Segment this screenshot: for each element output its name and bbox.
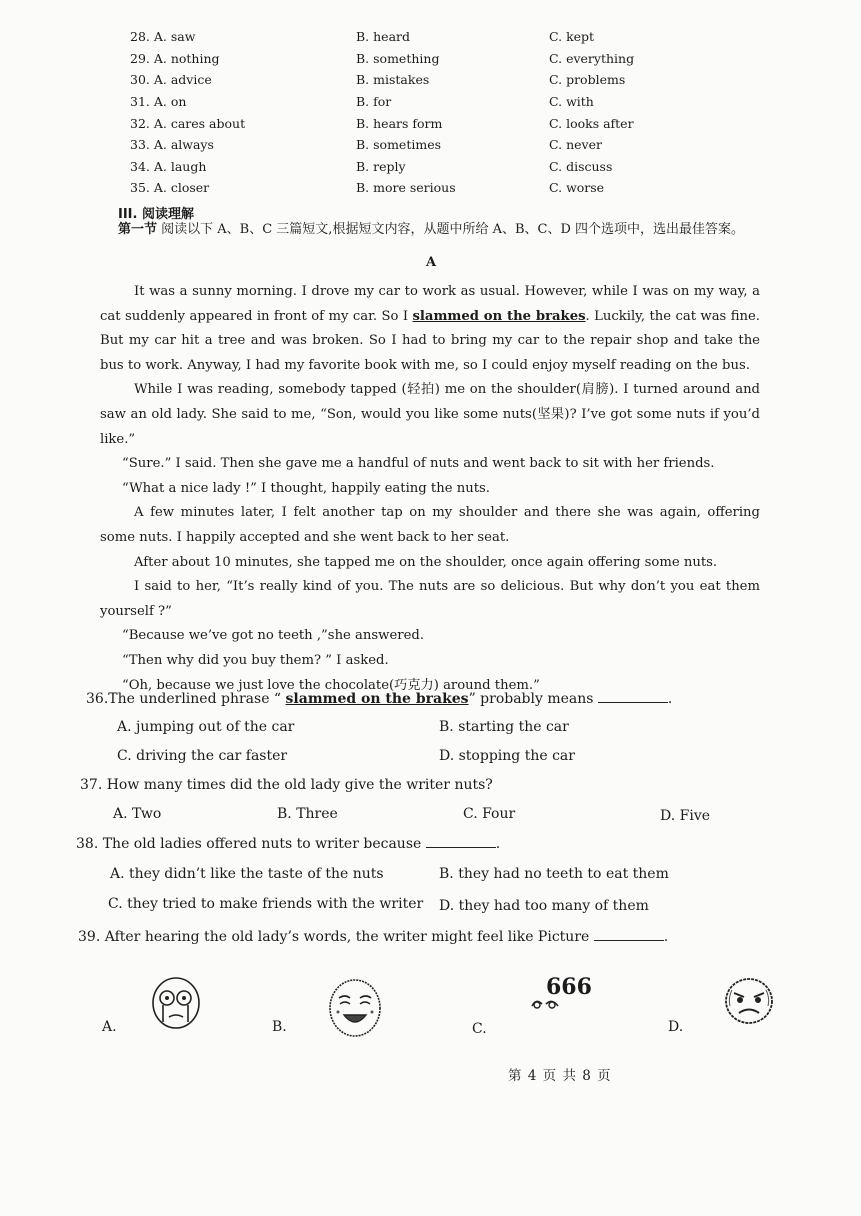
q36-option-b[interactable]: B. starting the car (439, 719, 569, 735)
option-c[interactable]: C. looks after (549, 115, 634, 131)
crying-face-icon[interactable] (148, 975, 204, 1031)
option-b[interactable]: B. mistakes (356, 72, 430, 88)
question-36: 36.The underlined phrase “ slammed on the brakes” probably means . (86, 691, 673, 707)
paragraph-6: After about 10 minutes, she tapped me on the shoulder, once again offering some nuts. (134, 554, 718, 570)
option-row (130, 112, 790, 134)
thumbs-icon (530, 996, 560, 1010)
paragraph-7: I said to her, “It’s really kind of you. The nuts are so delicious. But why don’t you eat them yourself ?” (100, 579, 760, 619)
question-38: 38. The old ladies offered nuts to writer because . (76, 836, 501, 852)
picture-label-b[interactable]: B. (272, 1019, 287, 1035)
q37-option-a[interactable]: A. Two (113, 806, 162, 822)
options-table (130, 26, 790, 199)
passage-a (100, 280, 760, 698)
passage-letter: A (426, 255, 437, 270)
option-a[interactable]: 34. A. laugh (130, 158, 207, 174)
q36-option-c[interactable]: C. driving the car faster (117, 748, 288, 764)
paragraph-4: “What a nice lady !” I thought, happily eating the nuts. (122, 480, 490, 496)
picture-c-text[interactable]: 666 (546, 974, 592, 1000)
option-row (130, 134, 790, 156)
answer-blank[interactable] (598, 690, 668, 703)
q37-option-c[interactable]: C. Four (463, 806, 516, 822)
option-c[interactable]: C. kept (549, 29, 595, 45)
option-b[interactable]: B. more serious (356, 180, 456, 196)
option-b[interactable]: B. sometimes (356, 137, 442, 153)
q38-option-d[interactable]: D. they had too many of them (439, 898, 649, 914)
option-a[interactable]: 32. A. cares about (130, 115, 246, 131)
section-title: III. 阅读理解 (118, 207, 194, 222)
option-c[interactable]: C. problems (549, 72, 626, 88)
answer-blank[interactable] (426, 835, 496, 848)
option-a[interactable]: 29. A. nothing (130, 50, 220, 66)
q36-option-d[interactable]: D. stopping the car (439, 748, 575, 764)
option-row (130, 177, 790, 199)
option-a[interactable]: 33. A. always (130, 137, 214, 153)
option-c[interactable]: C. discuss (549, 158, 613, 174)
option-c[interactable]: C. never (549, 137, 602, 153)
question-37: 37. How many times did the old lady give the writer nuts? (80, 777, 493, 793)
instruction-text: 阅读以下 A、B、C 三篇短文,根据短文内容，从题中所给 A、B、C、D 四个选项中，选出最佳答案。 (161, 222, 745, 237)
paragraph-3: “Sure.” I said. Then she gave me a handful of nuts and went back to sit with her friends. (122, 456, 715, 472)
option-a[interactable]: 35. A. closer (130, 180, 210, 196)
answer-blank[interactable] (594, 928, 664, 941)
question-39: 39. After hearing the old lady’s words, the writer might feel like Picture . (78, 929, 669, 945)
option-b[interactable]: B. hears form (356, 115, 443, 131)
q37-option-d[interactable]: D. Five (660, 808, 711, 824)
option-b[interactable]: B. for (356, 94, 392, 110)
paragraph-10: “Oh, because we just love the chocolate(巧克力) around them.” (122, 677, 540, 693)
option-row (130, 48, 790, 70)
paragraph-8: “Because we’ve got no teeth ,”she answered. (122, 628, 425, 644)
q38-option-c[interactable]: C. they tried to make friends with the writer (108, 896, 424, 912)
picture-label-a[interactable]: A. (102, 1019, 117, 1035)
section-instruction (118, 221, 758, 239)
option-a[interactable]: 31. A. on (130, 94, 187, 110)
angry-face-icon[interactable] (722, 976, 776, 1026)
picture-label-d[interactable]: D. (668, 1019, 684, 1035)
q37-option-b[interactable]: B. Three (277, 806, 338, 822)
underlined-phrase: slammed on the brakes (412, 308, 586, 324)
page-footer: 第 4 页 共 8 页 (508, 1068, 612, 1084)
option-c[interactable]: C. with (549, 94, 594, 110)
option-row (130, 156, 790, 178)
q38-option-a[interactable]: A. they didn’t like the taste of the nuts (110, 866, 384, 882)
option-row (130, 91, 790, 113)
option-b[interactable]: B. heard (356, 29, 411, 45)
paragraph-5: A few minutes later, I felt another tap on my shoulder and there she was again, offering some nuts. I happily accepted and she went back to her seat. (100, 505, 760, 545)
option-b[interactable]: B. something (356, 50, 440, 66)
option-c[interactable]: C. worse (549, 180, 605, 196)
part-label: 第一节 (118, 222, 158, 237)
paragraph-9: “Then why did you buy them? ” I asked. (122, 652, 389, 668)
option-row (130, 69, 790, 91)
option-a[interactable]: 28. A. saw (130, 29, 196, 45)
option-a[interactable]: 30. A. advice (130, 72, 212, 88)
paragraph-2: While I was reading, somebody tapped (轻拍) me on the shoulder(肩膀). I turned around and saw an old lady. She said to me, “Son, would you like some nuts(坚果)? I’ve got some nuts if you’d like.” (100, 382, 760, 447)
option-row (130, 26, 790, 48)
q36-option-a[interactable]: A. jumping out of the car (117, 719, 295, 735)
paragraph-1: It was a sunny morning. I drove my car to work as usual. However, while I was on my way, a cat suddenly appeared in front of my car. So I slammed on the brakes. Luckily, the cat was fine. But my car hit a tree and was broken. So I had to bring my car to the repair shop and take the bus to work. Anyway, I had my favorite book with me, so I could enjoy myself reading on the bus. (100, 284, 761, 373)
picture-label-c[interactable]: C. (472, 1021, 487, 1037)
q38-option-b[interactable]: B. they had no teeth to eat them (439, 866, 669, 882)
option-c[interactable]: C. everything (549, 50, 635, 66)
option-b[interactable]: B. reply (356, 158, 406, 174)
happy-face-icon[interactable] (326, 977, 384, 1039)
